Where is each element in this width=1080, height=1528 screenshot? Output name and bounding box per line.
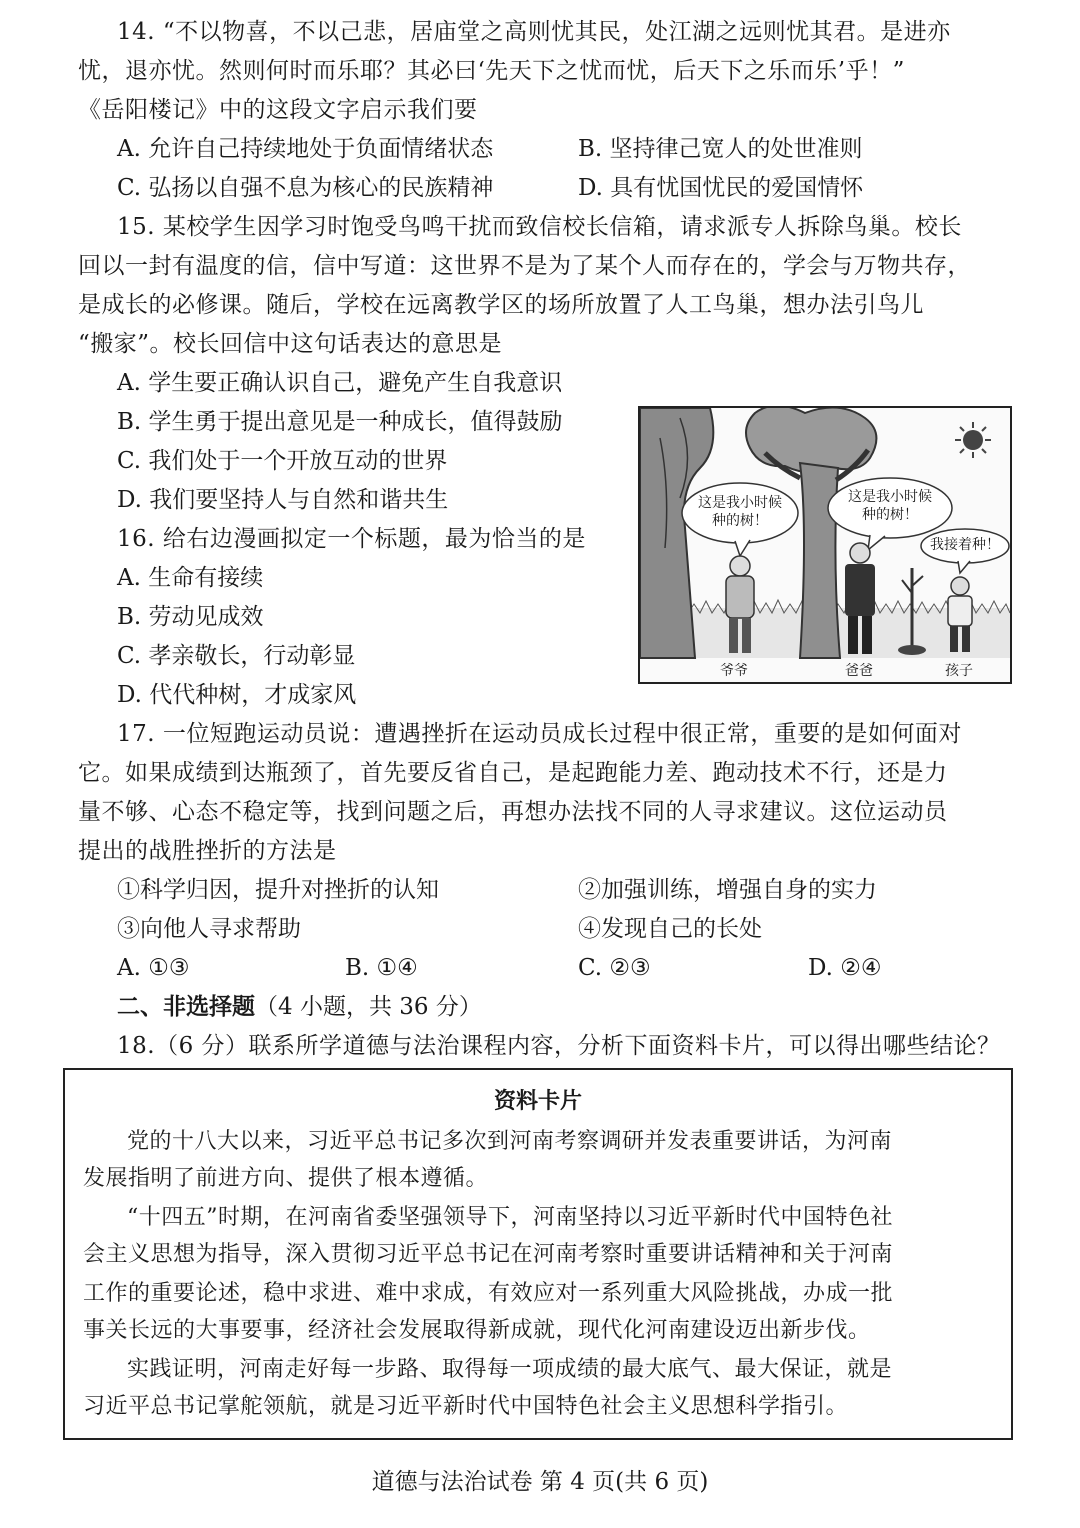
q17-option-a: A. ①③ [117,955,190,981]
bubble-child: 我接着种！ [930,537,1000,553]
q17-item-3: ③向他人寻求帮助 [117,916,301,942]
q14-option-d: D. 具有忧国忧民的爱国情怀 [578,175,864,201]
q15-option-d: D. 我们要坚持人与自然和谐共生 [117,487,449,513]
q17-option-b: B. ①④ [345,955,418,981]
material-card [63,1068,1013,1440]
q15-option-a: A. 学生要正确认识自己，避免产生自我意识 [117,370,563,396]
section2-title: 二、非选择题 [117,993,255,1020]
section2-heading [117,989,482,1025]
q18-stem: 18.（6 分）联系所学道德与法治课程内容，分析下面资料卡片，可以得出哪些结论？ [117,1033,1001,1059]
q14-option-a: A. 允许自己持续地处于负面情绪状态 [117,136,494,162]
q14-stem-line2: 忧，退亦忧。然则何时而乐耶？其必曰‘先天下之忧而忧，后天下之乐而乐’乎！” [78,58,905,84]
label-grandpa: 爷爷 [720,663,748,679]
page-footer: 道德与法治试卷 第 4 页(共 6 页) [371,1469,709,1495]
q17-stem-line3: 量不够、心态不稳定等，找到问题之后，再想办法找不同的人寻求建议。这位运动员 [78,799,948,825]
bubble-grandpa-line1: 这是我小时候 [698,495,782,511]
q15-stem-line2: 回以一封有温度的信，信中写道：这世界不是为了某个人而存在的，学会与万物共存， [78,253,971,279]
q16-option-c: C. 孝亲敬长，行动彰显 [117,643,356,669]
q16-stem: 16. 给右边漫画拟定一个标题，最为恰当的是 [117,526,586,552]
q17-stem-line4: 提出的战胜挫折的方法是 [78,838,337,864]
q17-stem-line2: 它。如果成绩到达瓶颈了，首先要反省自己，是起跑能力差、跑动技术不行，还是力 [78,760,948,786]
q17-item-1: ①科学归因，提升对挫折的认知 [117,877,439,903]
card-p3-line2: 习近平总书记掌舵领航，就是习近平新时代中国特色社会主义思想科学指引。 [83,1394,849,1419]
q15-stem-line3: 是成长的必修课。随后，学校在远离教学区的场所放置了人工鸟巢，想办法引鸟儿 [78,292,924,318]
card-title: 资料卡片 [493,1089,582,1114]
q17-item-4: ④发现自己的长处 [578,916,762,942]
card-p1-line1: 党的十八大以来，习近平总书记多次到河南考察调研并发表重要讲话，为河南 [127,1129,893,1154]
card-p3-line1: 实践证明，河南走好每一步路、取得每一项成绩的最大底气、最大保证，就是 [127,1357,893,1382]
q15-option-b: B. 学生勇于提出意见是一种成长，值得鼓励 [117,409,563,435]
bubble-grandpa [688,494,792,530]
card-p2-line2: 会主义思想为指导，深入贯彻习近平总书记在河南考察时重要讲话精神和关于河南 [83,1242,894,1267]
card-p2-line1: “十四五”时期，在河南省委坚强领导下，河南坚持以习近平新时代中国特色社 [127,1205,893,1230]
q16-cartoon [638,406,1012,684]
bubble-father [834,488,946,524]
label-child: 孩子 [945,663,973,679]
q16-option-a: A. 生命有接续 [117,565,264,591]
q14-stem-line3: 《岳阳楼记》中的这段文字启示我们要 [78,97,478,123]
q16-option-d: D. 代代种树，才成家风 [117,682,357,708]
card-p2-line4: 事关长远的大事要事，经济社会发展取得新成就，现代化河南建设迈出新步伐。 [83,1318,871,1343]
section2-note: （4 小题，共 36 分） [255,994,482,1020]
q17-option-c: C. ②③ [578,955,651,981]
bubble-father-line1: 这是我小时候 [848,489,932,505]
q14-stem-line1: 14. “不以物喜，不以己悲，居庙堂之高则忧其民，处江湖之远则忧其君。是进亦 [117,19,951,45]
bubble-grandpa-line2: 种的树！ [712,513,768,529]
card-p2-line3: 工作的重要论述，稳中求进、难中求成，有效应对一系列重大风险挑战，办成一批 [83,1281,894,1306]
q14-option-c: C. 弘扬以自强不息为核心的民族精神 [117,175,494,201]
q15-stem-line4: “搬家”。校长回信中这句话表达的意思是 [78,331,503,357]
card-p1-line2: 发展指明了前进方向、提供了根本遵循。 [83,1166,489,1191]
label-father: 爸爸 [845,663,873,679]
q17-option-d: D. ②④ [808,955,882,981]
q17-item-2: ②加强训练，增强自身的实力 [578,877,877,903]
q15-stem-line1: 15. 某校学生因学习时饱受鸟鸣干扰而致信校长信箱，请求派专人拆除鸟巢。校长 [117,214,962,240]
q16-option-b: B. 劳动见成效 [117,604,264,630]
q17-stem-line1: 17. 一位短跑运动员说：遭遇挫折在运动员成长过程中很正常，重要的是如何面对 [117,721,962,747]
bubble-father-line2: 种的树！ [862,507,918,523]
q14-option-b: B. 坚持律己宽人的处世准则 [578,136,863,162]
q15-option-c: C. 我们处于一个开放互动的世界 [117,448,448,474]
